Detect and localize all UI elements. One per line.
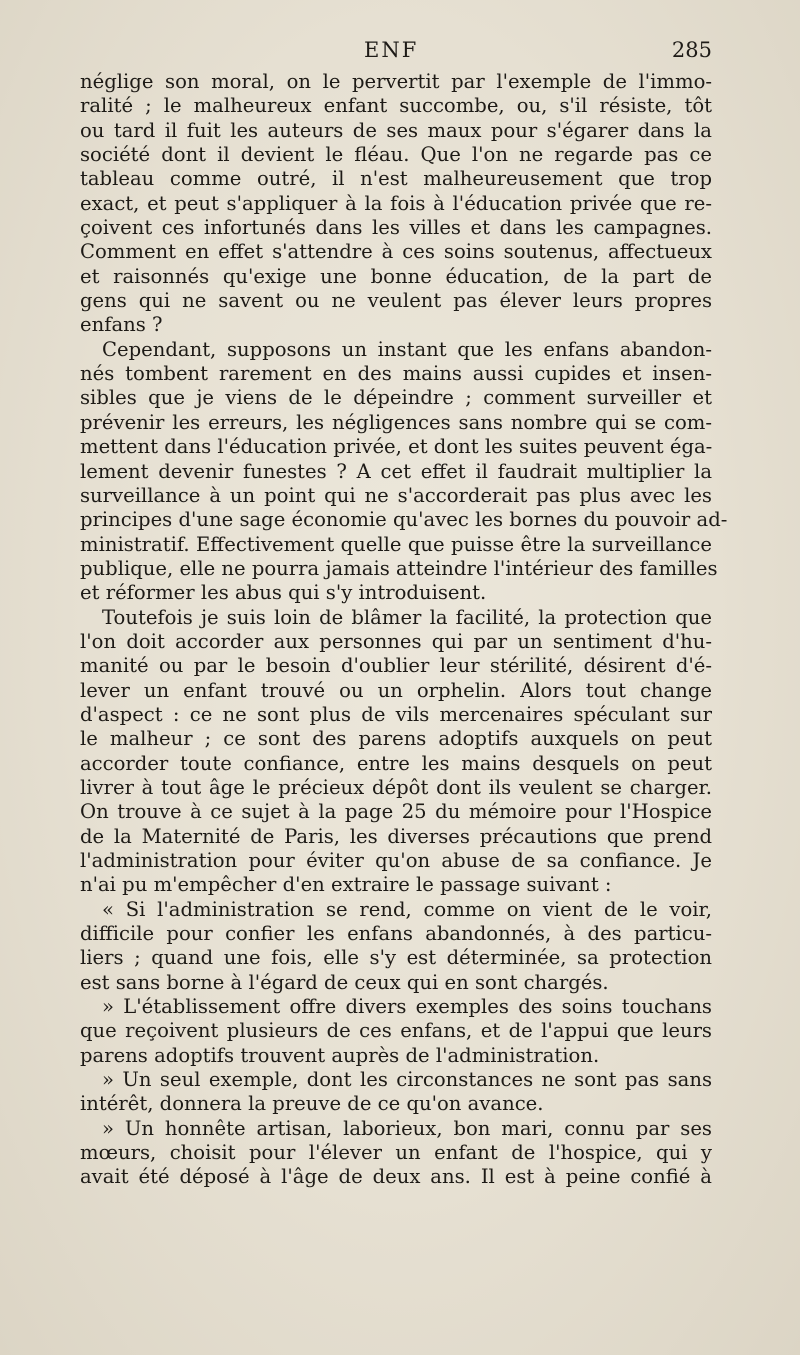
text-line: On trouve à ce sujet à la page 25 du mémoire pour l'Hospice: [80, 800, 712, 824]
text-line: ralité ; le malheureux enfant succombe, ou, s'il résiste, tôt: [80, 94, 712, 118]
text-line: publique, elle ne pourra jamais atteindre l'intérieur des familles: [80, 556, 718, 580]
text-line: » Un seul exemple, dont les circonstances ne sont pas sans: [102, 1068, 712, 1092]
text-line: mettent dans l'éducation privée, et dont les suites peuvent éga-: [80, 435, 713, 459]
text-line: mœurs, choisit pour l'élever un enfant de l'hospice, qui y: [80, 1141, 712, 1165]
text-line: société dont il devient le fléau. Que l'on ne regarde pas ce: [80, 143, 712, 167]
text-line: enfans ?: [80, 313, 163, 337]
text-line: » Un honnête artisan, laborieux, bon mari, connu par ses: [102, 1116, 712, 1140]
text-line: parens adoptifs trouvent auprès de l'administration.: [80, 1043, 600, 1067]
text-line: l'on doit accorder aux personnes qui par un sentiment d'hu-: [80, 629, 712, 653]
running-head: ENF: [364, 38, 419, 62]
text-line: nés tombent rarement en des mains aussi cupides et insen-: [80, 362, 712, 386]
paragraph: [80, 70, 712, 338]
text-line: ou tard il fuit les auteurs de ses maux pour s'égarer dans la: [80, 118, 712, 142]
text-line: exact, et peut s'appliquer à la fois à l'éducation privée que re-: [80, 191, 712, 215]
page-number: 285: [671, 38, 712, 62]
text-line: çoivent ces infortunés dans les villes et dans les campagnes.: [80, 216, 712, 240]
text-line: principes d'une sage économie qu'avec les bornes du pouvoir ad-: [80, 508, 728, 532]
text-line: l'administration pour éviter qu'on abuse de sa confiance. Je: [80, 849, 712, 872]
text-line: « Si l'administration se rend, comme on vient de le voir,: [102, 897, 712, 921]
text-line: que reçoivent plusieurs de ces enfans, et de l'appui que leurs: [80, 1019, 712, 1043]
text-line: accorder toute confiance, entre les mains desquels on peut: [80, 751, 712, 775]
text-line: gens qui ne savent ou ne veulent pas élever leurs propres: [80, 289, 712, 313]
text-line: et raisonnés qu'exige une bonne éducation, de la part de: [80, 264, 712, 288]
text-line: prévenir les erreurs, les négligences sans nombre qui se com-: [80, 410, 712, 434]
paragraph: [80, 337, 728, 606]
text-line: » L'établissement offre divers exemples des soins touchans: [102, 995, 712, 1019]
text-line: tableau comme outré, il n'est malheureusement que trop: [80, 167, 712, 191]
text-line: et réformer les abus qui s'y introduisent.: [80, 581, 487, 605]
text-line: difficile pour confier les enfans abandonnés, à des particu-: [80, 922, 712, 946]
body-text: [80, 70, 728, 1190]
text-line: lever un enfant trouvé ou un orphelin. Alors tout change: [80, 678, 712, 702]
paragraph: [80, 606, 712, 898]
text-line: néglige son moral, on le pervertit par l'exemple de l'immo-: [80, 70, 712, 93]
text-line: Toutefois je suis loin de blâmer la facilité, la protection que: [102, 605, 712, 629]
text-line: sibles que je viens de le dépeindre ; comment surveiller et: [80, 386, 712, 410]
text-line: manité ou par le besoin d'oublier leur stérilité, désirent d'é-: [80, 654, 712, 678]
text-line: Comment en effet s'attendre à ces soins soutenus, affectueux: [80, 240, 712, 264]
text-line: de la Maternité de Paris, les diverses précautions que prend: [80, 824, 712, 848]
paragraph: [80, 898, 712, 995]
text-line: avait été déposé à l'âge de deux ans. Il est à peine confié à: [80, 1165, 712, 1189]
text-line: Cependant, supposons un instant que les enfans abandon-: [102, 337, 712, 361]
paragraph: [80, 1068, 712, 1117]
text-line: le malheur ; ce sont des parens adoptifs auxquels on peut: [80, 727, 712, 751]
text-line: livrer à tout âge le précieux dépôt dont ils veulent se charger.: [80, 775, 712, 799]
page-header: [0, 38, 800, 74]
text-line: lement devenir funestes ? A cet effet il faudrait multiplier la: [80, 459, 712, 483]
text-line: n'ai pu m'empêcher d'en extraire le passage suivant :: [80, 873, 612, 897]
text-line: intérêt, donnera la preuve de ce qu'on avance.: [80, 1092, 544, 1116]
text-line: liers ; quand une fois, elle s'y est déterminée, sa protection: [80, 946, 712, 970]
paragraph: [80, 995, 712, 1068]
text-line: ministratif. Effectivement quelle que puisse être la surveillance: [80, 532, 712, 556]
text-line: d'aspect : ce ne sont plus de vils mercenaires spéculant sur: [80, 702, 712, 726]
paragraph: [80, 1117, 712, 1190]
text-line: est sans borne à l'égard de ceux qui en sont chargés.: [80, 970, 609, 994]
text-line: surveillance à un point qui ne s'accorderait pas plus avec les: [80, 483, 712, 507]
